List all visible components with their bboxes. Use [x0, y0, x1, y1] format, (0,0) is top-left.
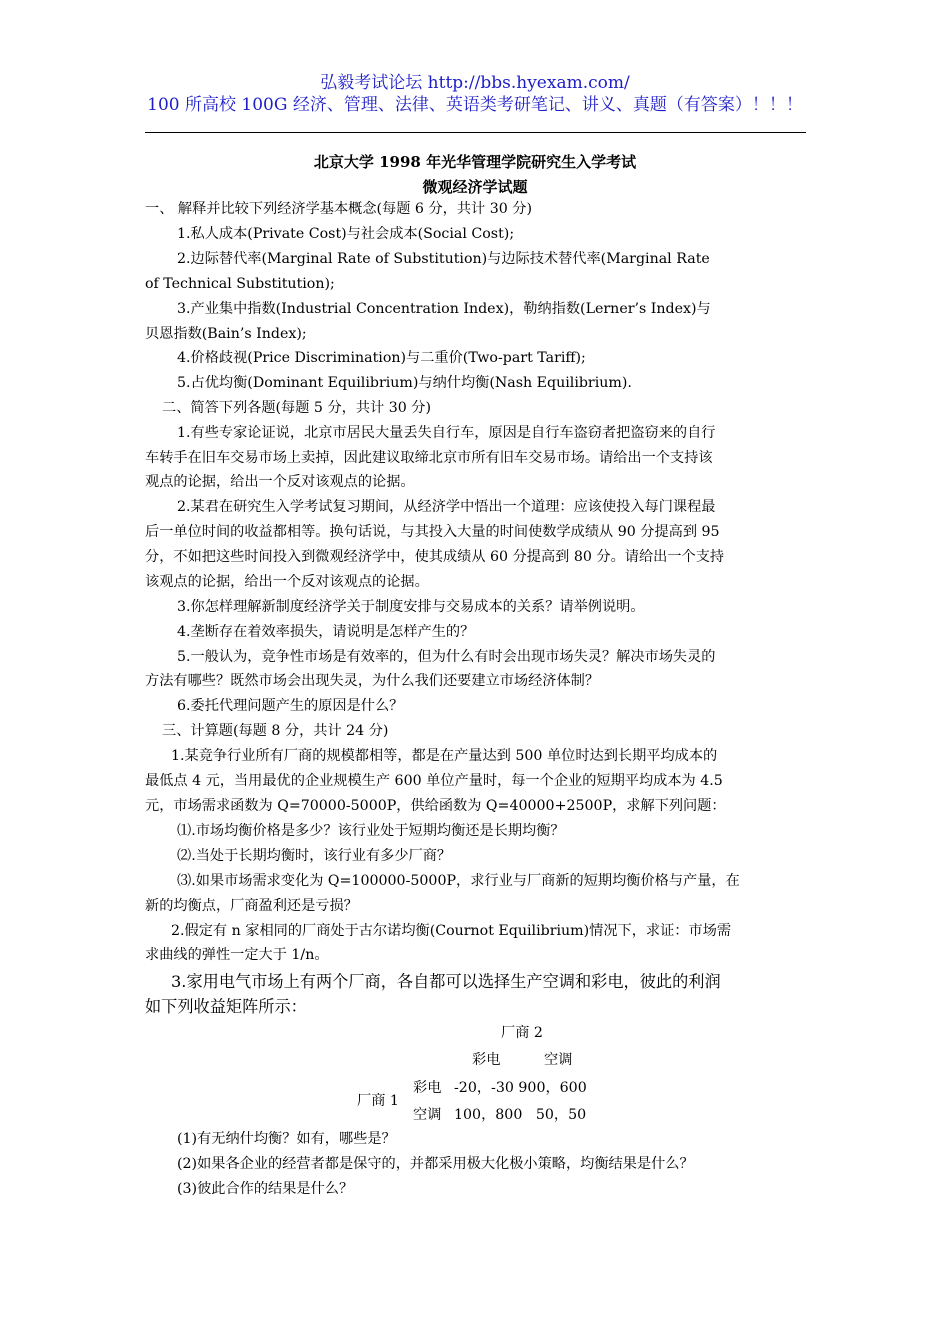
- question-line: 如下列收益矩阵所示：: [145, 997, 307, 1016]
- question-line: 新的均衡点，厂商盈利还是亏损？: [145, 898, 358, 914]
- question-line: 1.私人成本(Private Cost)与社会成本(Social Cost);: [177, 226, 515, 242]
- question-line: of Technical Substitution);: [145, 276, 335, 292]
- question-line: (3)彼此合作的结果是什么？: [177, 1181, 354, 1197]
- exam-title: 北京大学 1998 年光华管理学院研究生入学考试: [313, 153, 637, 171]
- matrix-row-color-tv-values: -20，-30 900，600: [454, 1080, 587, 1096]
- question-line: 分，不如把这些时间投入到微观经济学中，使其成绩从 60 分提高到 80 分。请给出一个支持: [145, 549, 725, 565]
- question-line: 1.某竞争行业所有厂商的规模都相等，都是在产量达到 500 单位时达到长期平均成本的: [171, 748, 718, 764]
- section-2-heading: 二、简答下列各题(每题 5 分，共计 30 分): [162, 400, 432, 416]
- question-line: 5.一般认为，竞争性市场是有效率的，但为什么有时会出现市场失灵？解决市场失灵的: [177, 649, 716, 665]
- matrix-col-air-conditioner: 空调: [544, 1052, 573, 1068]
- question-line: ⑶.如果市场需求变化为 Q=100000-5000P，求行业与厂商新的短期均衡价格与产量，在: [177, 873, 740, 889]
- question-line: 2.边际替代率(Marginal Rate of Substitution)与边际技术替代率(Marginal Rate: [177, 251, 710, 267]
- question-line: 4.价格歧视(Price Discrimination)与二重价(Two-part Tariff);: [177, 350, 586, 366]
- matrix-col-color-tv: 彩电: [472, 1052, 501, 1068]
- question-line: 车转手在旧车交易市场上卖掉，因此建议取缔北京市所有旧车交易市场。请给出一个支持该: [145, 450, 713, 466]
- question-line: ⑴.市场均衡价格是多少？该行业处于短期均衡还是长期均衡？: [177, 823, 565, 839]
- header-forum-line: 弘毅考试论坛 http://bbs.hyexam.com/: [320, 73, 630, 93]
- question-line: (2)如果各企业的经营者都是保守的，并都采用极大化极小策略，均衡结果是什么？: [177, 1156, 694, 1172]
- question-line: 3.产业集中指数(Industrial Concentration Index)，勒纳指数(Lerner’s Index)与: [177, 301, 711, 317]
- question-line: (1)有无纳什均衡？如有，哪些是？: [177, 1131, 396, 1147]
- header-promo-line: 100 所高校 100G 经济、管理、法律、英语类考研笔记、讲义、真题（有答案）！！！: [147, 95, 803, 115]
- question-line: 2.假定有 n 家相同的厂商处于古尔诺均衡(Cournot Equilibrium)情况下，求证：市场需: [171, 923, 732, 939]
- section-3-heading: 三、计算题(每题 8 分，共计 24 分): [162, 723, 389, 739]
- matrix-row-color-tv-label: 彩电: [413, 1080, 442, 1096]
- question-line: 该观点的论据，给出一个反对该观点的论据。: [145, 574, 429, 590]
- question-line: 3.你怎样理解新制度经济学关于制度安排与交易成本的关系？请举例说明。: [177, 599, 645, 615]
- matrix-firm2-label: 厂商 2: [501, 1025, 543, 1041]
- question-line: 3.家用电气市场上有两个厂商，各自都可以选择生产空调和彩电，彼此的利润: [171, 972, 721, 991]
- matrix-row-air-conditioner-label: 空调: [413, 1107, 442, 1123]
- header-divider: [145, 132, 806, 133]
- question-line: 4.垄断存在着效率损失，请说明是怎样产生的？: [177, 624, 475, 640]
- matrix-row-air-conditioner-values: 100，800 50，50: [454, 1107, 587, 1123]
- matrix-firm1-label: 厂商 1: [357, 1093, 399, 1109]
- question-line: 1.有些专家论证说，北京市居民大量丢失自行车，原因是自行车盗窃者把盗窃来的自行: [177, 425, 716, 441]
- question-line: 6.委托代理问题产生的原因是什么？: [177, 698, 404, 714]
- question-line: 元，市场需求函数为 Q=70000-5000P，供给函数为 Q=40000+2500P，求解下列问题：: [145, 798, 726, 814]
- question-line: 最低点 4 元，当用最优的企业规模生产 600 单位产量时，每一个企业的短期平均成本为 4.5: [145, 773, 723, 789]
- question-line: 贝恩指数(Bain’s Index);: [145, 326, 307, 342]
- question-line: 方法有哪些？既然市场会出现失灵，为什么我们还要建立市场经济体制？: [145, 673, 600, 689]
- question-line: 后一单位时间的收益都相等。换句话说，与其投入大量的时间使数学成绩从 90 分提高到 95: [145, 524, 720, 540]
- exam-subtitle: 微观经济学试题: [422, 178, 528, 196]
- question-line: 求曲线的弹性一定大于 1/n。: [145, 947, 329, 963]
- section-1-heading: 一、 解释并比较下列经济学基本概念(每题 6 分，共计 30 分): [145, 201, 533, 217]
- question-line: 5.占优均衡(Dominant Equilibrium)与纳什均衡(Nash Equilibrium).: [177, 375, 632, 391]
- question-line: 2.某君在研究生入学考试复习期间，从经济学中悟出一个道理：应该使投入每门课程最: [177, 499, 716, 515]
- question-line: 观点的论据，给出一个反对该观点的论据。: [145, 474, 415, 490]
- question-line: ⑵.当处于长期均衡时，该行业有多少厂商？: [177, 848, 452, 864]
